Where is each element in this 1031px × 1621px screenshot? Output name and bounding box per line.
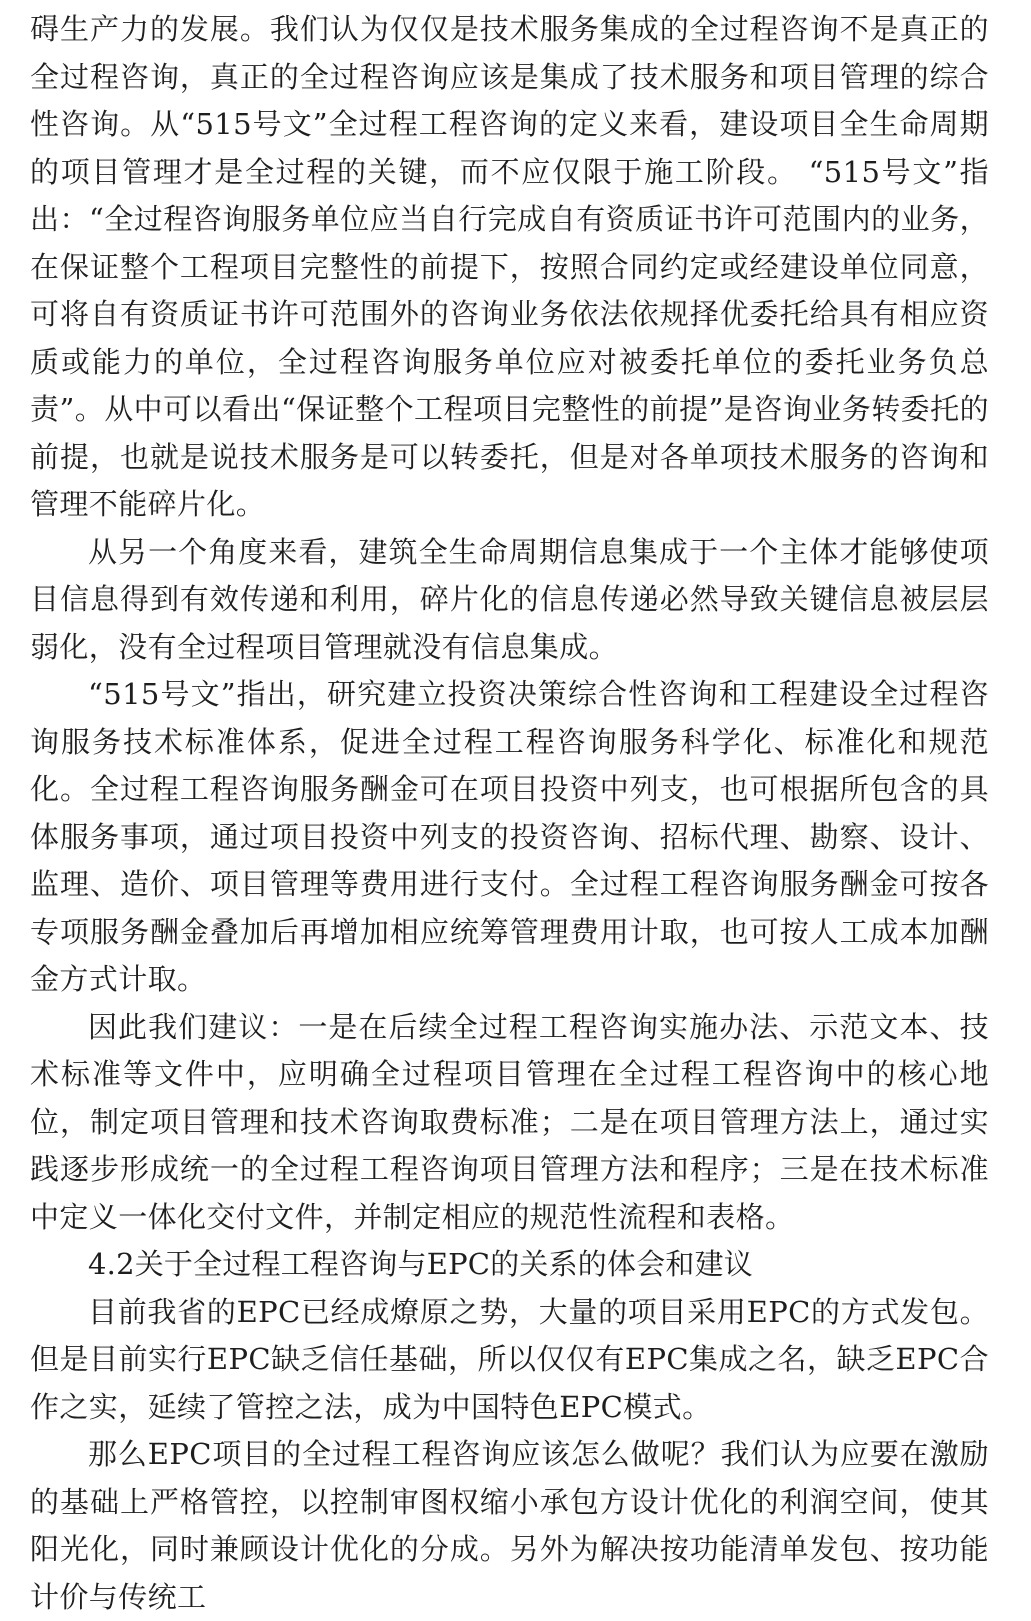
paragraph-6: 那么EPC项目的全过程工程咨询应该怎么做呢？我们认为应要在激励的基础上严格管控，以控制审图权缩小承包方设计优化的利润空间，使其阳光化，同时兼顾设计优化的分成。另外为解决按功能清单发包、按功能计价与传统工 bbox=[30, 1437, 989, 1614]
section-heading: 4.2关于全过程工程咨询与EPC的关系的体会和建议 bbox=[88, 1247, 753, 1281]
paragraph-2: 从另一个角度来看，建筑全生命周期信息集成于一个主体才能够使项目信息得到有效传递和利用，碎片化的信息传递必然导致关键信息被层层弱化，没有全过程项目管理就没有信息集成。 bbox=[30, 534, 989, 664]
paragraph-5: 目前我省的EPC已经成燎原之势，大量的项目采用EPC的方式发包。但是目前实行EPC缺乏信任基础，所以仅仅有EPC集成之名，缺乏EPC合作之实，延续了管控之法，成为中国特色EPC模式。 bbox=[30, 1294, 989, 1424]
paragraph-1: 碍生产力的发展。我们认为仅仅是技术服务集成的全过程咨询不是真正的全过程咨询，真正的全过程咨询应该是集成了技术服务和项目管理的综合性咨询。从“515号文”全过程工程咨询的定义来看，建设项目全生命周期的项目管理才是全过程的关键，而不应仅限于施工阶段。 “515号文”指出：“全过程咨询服务单位应当自行完成自有资质证书许可范围内的业务，在保证整个工程项目完整性的前提下，按照合同约定或经建设单位同意，可将自有资质证书许可范围外的咨询业务依法依规择优委托给具有相应资质或能力的单位，全过程咨询服务单位应对被委托单位的委托业务负总责”。从中可以看出“保证整个工程项目完整性的前提”是咨询业务转委托的前提，也就是说技术服务是可以转委托，但是对各单项技术服务的咨询和管理不能碎片化。 bbox=[30, 12, 989, 521]
paragraph-3: “515号文”指出，研究建立投资决策综合性咨询和工程建设全过程咨询服务技术标准体系，促进全过程工程咨询服务科学化、标准化和规范化。全过程工程咨询服务酬金可在项目投资中列支，也可根据所包含的具体服务事项，通过项目投资中列支的投资咨询、招标代理、勘察、设计、监理、造价、项目管理等费用进行支付。全过程工程咨询服务酬金可按各专项服务酬金叠加后再增加相应统筹管理费用计取，也可按人工成本加酬金方式计取。 bbox=[30, 677, 989, 996]
paragraph-4: 因此我们建议：一是在后续全过程工程咨询实施办法、示范文本、技术标准等文件中，应明确全过程项目管理在全过程工程咨询中的核心地位，制定项目管理和技术咨询取费标准；二是在项目管理方法上，通过实践逐步形成统一的全过程工程咨询项目管理方法和程序；三是在技术标准中定义一体化交付文件，并制定相应的规范性流程和表格。 bbox=[30, 1009, 989, 1234]
